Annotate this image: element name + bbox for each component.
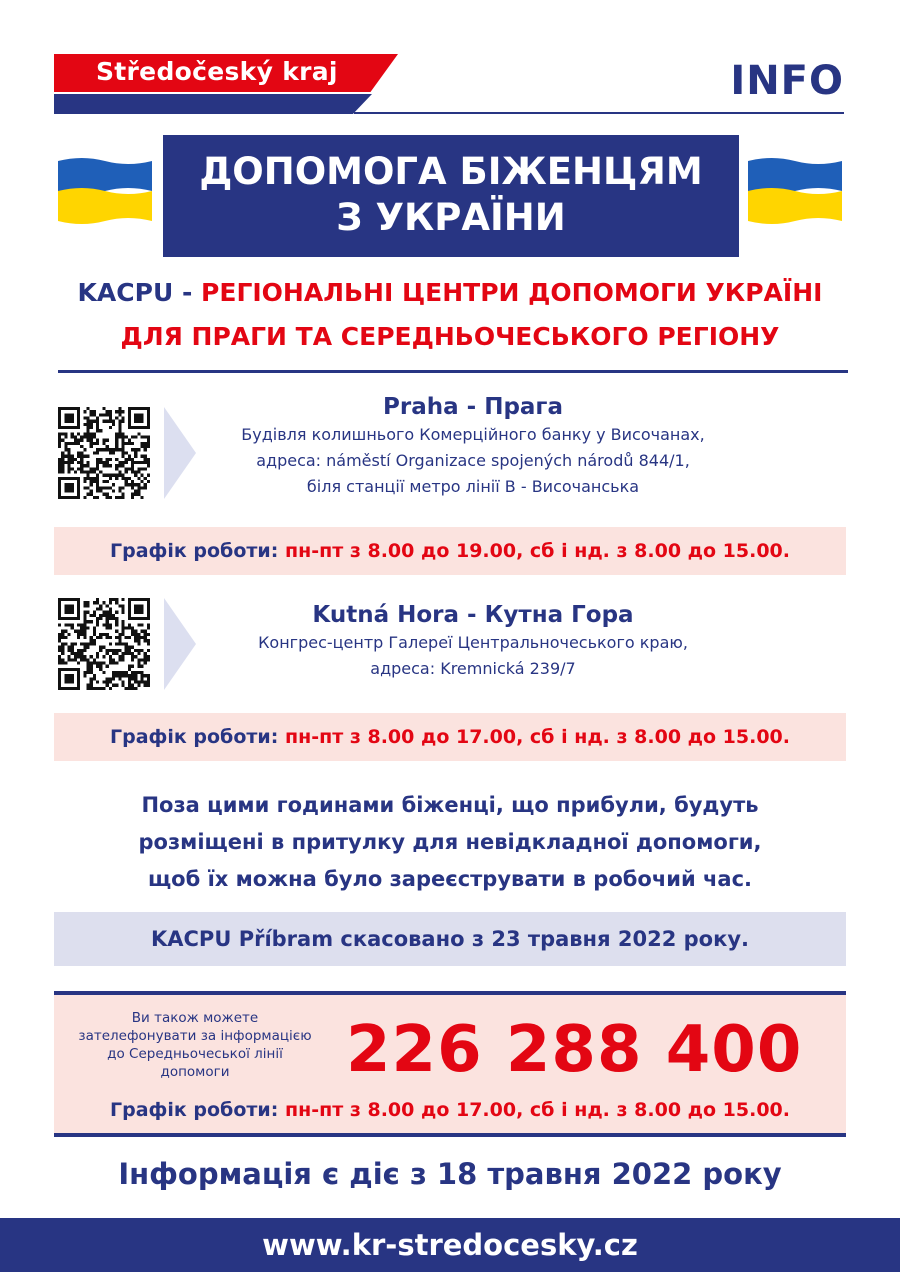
chevron-right-icon [164, 407, 196, 499]
hours-value: пн-пт з 8.00 до 19.00, сб і нд. з 8.00 до 15.00. [284, 540, 790, 562]
location-title: Praha - Прага [383, 394, 563, 420]
location-address-line: Будівля колишнього Комерційного банку у Височанах, [241, 425, 705, 444]
location-address-line: адреса: Kremnická 239/7 [370, 659, 576, 678]
hotline-number[interactable]: 226 288 400 [346, 1013, 803, 1087]
brand-name: Středočeský kraj [96, 57, 338, 86]
footer-bar [0, 1218, 900, 1272]
ukraine-flag-icon [748, 155, 842, 227]
subtitle-text: РЕГІОНАЛЬНІ ЦЕНТРИ ДОПОМОГИ УКРАЇНІ [201, 278, 823, 307]
hours-label: Графік роботи: [110, 1099, 279, 1121]
brand-banner [54, 54, 398, 114]
website-link[interactable]: www.kr-stredocesky.cz [262, 1228, 638, 1262]
main-title-line2: З УКРАЇНИ [336, 196, 566, 239]
hotline-box [54, 991, 846, 1137]
pribram-notice: KACPU Příbram скасовано з 23 травня 2022 року. [54, 912, 846, 966]
hours-value: пн-пт з 8.00 до 17.00, сб і нд. з 8.00 до 15.00. [284, 726, 790, 748]
location-praha [200, 392, 746, 500]
hours-value: пн-пт з 8.00 до 17.00, сб і нд. з 8.00 до 15.00. [284, 1099, 790, 1121]
hotline-lead-line: допомоги [160, 1064, 230, 1080]
ukraine-flag-icon [58, 155, 152, 227]
hotline-lead [64, 1009, 326, 1081]
main-title-line1: ДОПОМОГА БІЖЕНЦЯМ [199, 150, 703, 193]
qr-code-icon [58, 407, 150, 499]
notice-line: розміщені в притулку для невідкладної допомоги, [138, 830, 762, 854]
hours-label: Графік роботи: [110, 726, 279, 748]
chevron-right-icon [164, 598, 196, 690]
valid-from-text: Інформація є діє з 18 травня 2022 року [118, 1157, 782, 1191]
location-address-line: біля станції метро лінії B - Височанська [306, 477, 640, 496]
subtitle-kacpu: KACPU - [77, 278, 193, 307]
info-label: INFO [730, 58, 844, 104]
location-title: Kutná Hora - Кутна Гора [312, 602, 634, 628]
main-title [163, 135, 739, 257]
hotline-lead-line: до Середньочеської лінії [107, 1046, 283, 1062]
hotline-hours [54, 1099, 846, 1121]
brand-blue-stripe [54, 94, 372, 114]
after-hours-notice [0, 787, 900, 898]
notice-line: щоб їх можна було зареєструвати в робочий час. [147, 867, 753, 891]
hours-bar-kutna-hora [54, 713, 846, 761]
hotline-lead-line: зателефонувати за інформацією [78, 1028, 312, 1044]
hours-bar-praha [54, 527, 846, 575]
hours-label: Графік роботи: [110, 540, 279, 562]
subtitle-line2: ДЛЯ ПРАГИ ТА СЕРЕДНЬОЧЕСЬКОГО РЕГІОНУ [120, 322, 780, 351]
location-address-line: Конгрес-центр Галереї Центральночеського краю, [258, 633, 688, 652]
location-kutna-hora [200, 600, 746, 682]
notice-line: Поза цими годинами біженці, що прибули, будуть [141, 793, 759, 817]
location-address-line: адреса: náměstí Organizace spojených národů 844/1, [256, 451, 690, 470]
hotline-lead-line: Ви також можете [131, 1010, 259, 1026]
header-divider [354, 112, 844, 114]
qr-code-icon [58, 598, 150, 690]
subtitle-line1 [0, 278, 900, 307]
section-divider [58, 370, 848, 373]
